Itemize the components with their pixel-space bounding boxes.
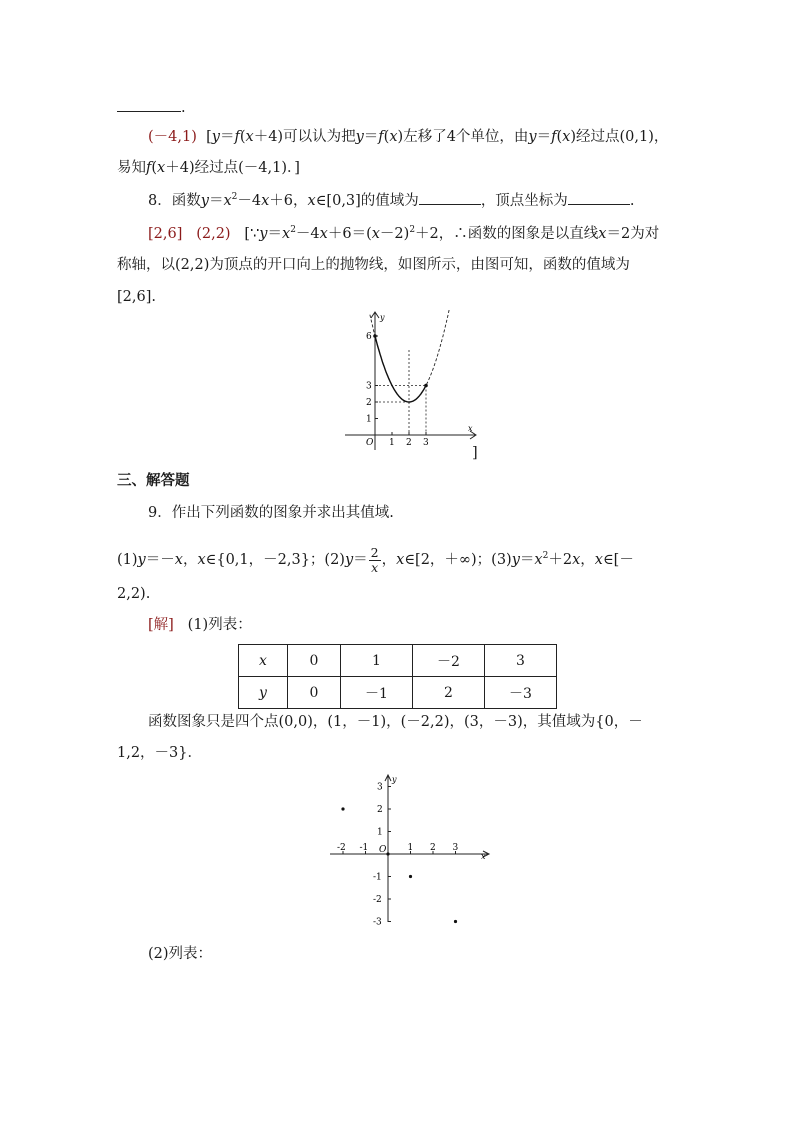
table-cell: －2 xyxy=(413,645,485,677)
y-tick-label: -3 xyxy=(373,917,382,928)
solution-tag: [解] xyxy=(148,617,174,633)
table-cell: 0 xyxy=(288,677,341,709)
y-tick-label: 6 xyxy=(366,332,372,342)
endpoint-dot xyxy=(424,384,428,388)
answer-blank xyxy=(568,192,630,205)
result-line-1: 函数图象只是四个点(0,0)，(1，－1)，(－2,2)，(3，－3)，其值域为{0，－ xyxy=(148,714,643,730)
answer-blank xyxy=(419,192,481,205)
table-row xyxy=(239,645,557,677)
x-tick-label: 1 xyxy=(407,843,414,853)
y-tick-label: -1 xyxy=(373,872,382,883)
table-cell: －3 xyxy=(485,677,557,709)
solution-2: (2)列表： xyxy=(148,946,213,962)
fraction: $\frac{2}{x}$ xyxy=(370,544,379,575)
table-cell: 2 xyxy=(413,677,485,709)
q7-explanation-line-1: (－4,1) [y＝f(x＋4)可以认为把y＝f(x)左移了4个单位，由y＝f(x)经过点(0,1)， xyxy=(148,129,669,145)
y-tick-label: 1 xyxy=(366,414,372,425)
y-tick-label: 1 xyxy=(377,827,383,838)
q8-answer-vertex: (2,2) xyxy=(196,226,231,242)
q8-close-bracket: ] xyxy=(472,445,478,461)
x-tick-label: 3 xyxy=(452,843,459,853)
table-cell: 3 xyxy=(485,645,557,677)
y-axis-label: y xyxy=(392,775,397,784)
parabola-graph xyxy=(340,310,490,460)
origin-label: O xyxy=(366,438,374,448)
table-cell: 1 xyxy=(341,645,413,677)
endpoint-dot xyxy=(373,334,377,338)
data-point xyxy=(341,807,344,810)
y-tick-label: 2 xyxy=(366,398,372,408)
table-row xyxy=(239,677,557,709)
y-tick-label: 3 xyxy=(366,381,372,392)
table-cell: x xyxy=(239,645,288,677)
table-cell: 0 xyxy=(288,645,341,677)
value-table xyxy=(238,644,557,709)
q7-explanation-line-2: 易知f(x＋4)经过点(－4,1)．] xyxy=(117,160,300,176)
y-tick-label: 2 xyxy=(377,805,383,815)
table-cell: y xyxy=(239,677,288,709)
x-tick-label: 2 xyxy=(406,438,412,448)
x-tick-label: 1 xyxy=(389,438,395,448)
y-axis-label: y xyxy=(380,313,385,322)
solution-1: [解] (1)列表： xyxy=(148,617,252,633)
answer-blank xyxy=(117,99,181,112)
x-tick-label: 2 xyxy=(430,843,436,853)
x-tick-label: -1 xyxy=(359,843,369,853)
x-axis-label: x xyxy=(481,852,486,861)
y-tick-label: -2 xyxy=(373,895,382,905)
result-line-2: 1,2，－3}． xyxy=(117,745,203,761)
question-9-parts: (1)y＝－x，x∈{0,1，－2,3}；(2)y＝ $\frac{2}{x}$ ，x∈[2，＋∞)；$(3)y=x^2+2x$，x∈[－ xyxy=(117,544,634,575)
q8-explanation-line-2: 称轴，以(2,2)为顶点的开口向上的抛物线，如图所示，由图可知，函数的值域为 xyxy=(117,257,630,273)
x-tick-label: 3 xyxy=(423,438,429,448)
parabola-extension xyxy=(370,310,454,402)
blank-line: . xyxy=(117,98,186,118)
data-point xyxy=(454,920,457,923)
data-point xyxy=(386,852,389,855)
q8-explanation-line-3: [2,6]. xyxy=(117,289,156,305)
question-8: 8．函数$y=x^2-4x+6$，x∈[0,3]的值域为 ，顶点坐标为 . xyxy=(148,192,635,209)
q7-answer: (－4,1) xyxy=(148,129,197,145)
x-axis-label: x xyxy=(468,424,473,433)
question-9: 9．作出下列函数的图象并求出其值域. xyxy=(148,505,394,521)
data-point xyxy=(409,875,412,878)
table-cell: －1 xyxy=(341,677,413,709)
scatter-graph xyxy=(326,772,496,928)
question-9-parts-cont: 2,2). xyxy=(117,586,151,602)
q8-answer-range: [2,6] xyxy=(148,226,183,242)
parabola-curve xyxy=(375,336,426,402)
q8-explanation-line-1: [2,6] (2,2) [$\because y=x^2-4x+6=(x-2)^2+2$，∴函数的图象是以直线x＝2为对 xyxy=(148,225,660,242)
x-tick-label: -2 xyxy=(337,843,346,853)
section-heading: 三、解答题 xyxy=(117,472,190,489)
y-tick-label: 3 xyxy=(377,782,383,793)
origin-label: O xyxy=(379,845,387,855)
